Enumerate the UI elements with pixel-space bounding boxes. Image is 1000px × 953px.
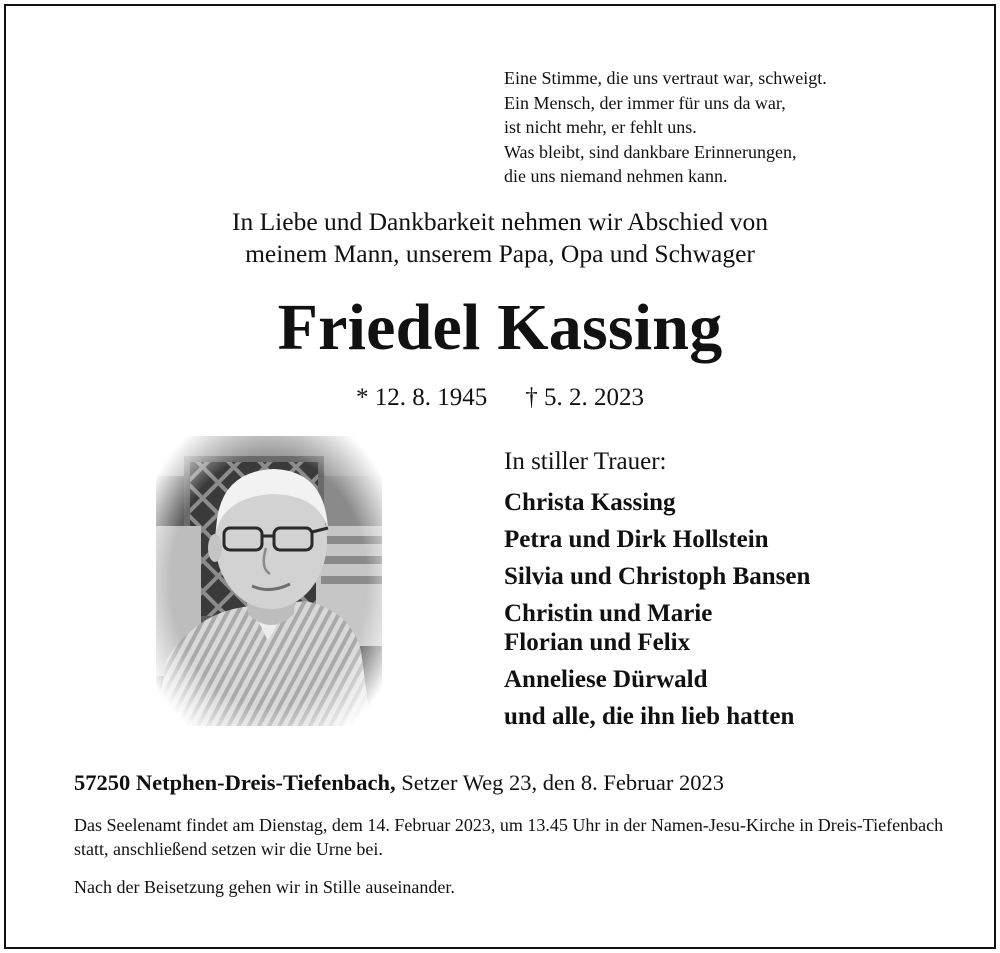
life-dates xyxy=(6,383,994,413)
address-place: 57250 Netphen-Dreis-Tiefenbach, xyxy=(74,770,396,795)
birth-date: * 12. 8. 1945 xyxy=(356,384,488,411)
intro-line: meinem Mann, unserem Papa, Opa und Schwager xyxy=(245,239,755,268)
mourner-entry xyxy=(504,599,974,657)
farewell-intro xyxy=(6,206,994,270)
service-notice: Das Seelenamt findet am Dienstag, dem 14. Februar 2023, um 13.45 Uhr in der Namen-Jesu-Kirche in Dreis-Tiefenbach statt, anschließend setzen wir die Urne bei. xyxy=(74,815,944,859)
mourner-line: Christin und Marie xyxy=(504,600,713,627)
mourner-line: Christa Kassing xyxy=(504,489,676,516)
mourners-list xyxy=(504,444,974,731)
portrait-image xyxy=(156,436,382,726)
portrait-photo xyxy=(156,436,382,726)
address-rest: Setzer Weg 23, den 8. Februar 2023 xyxy=(395,770,724,795)
burial-notice: Nach der Beisetzung gehen wir in Stille auseinander. xyxy=(74,877,455,897)
mourner-entry xyxy=(504,488,974,517)
poem-line: Eine Stimme, die uns vertraut war, schweigt. xyxy=(504,68,827,88)
memorial-poem xyxy=(504,66,964,189)
mourner-line: Anneliese Dürwald xyxy=(504,666,708,693)
poem-line: die uns niemand nehmen kann. xyxy=(504,166,728,186)
mourner-line: Silvia und Christoph Bansen xyxy=(504,563,811,590)
death-date: † 5. 2. 2023 xyxy=(525,384,644,411)
poem-line: Was bleibt, sind dankbare Erinnerungen, xyxy=(504,141,797,162)
mourner-entry xyxy=(504,525,974,554)
mourner-entry xyxy=(504,702,974,731)
obituary-notice xyxy=(4,4,996,949)
mourner-line: Florian und Felix xyxy=(504,629,691,656)
poem-line: Ein Mensch, der immer für uns da war, xyxy=(504,92,786,113)
mourner-line: und alle, die ihn lieb hatten xyxy=(504,703,795,730)
address-line xyxy=(74,769,974,797)
mourner-entry xyxy=(504,562,974,591)
funeral-information xyxy=(74,813,974,899)
deceased-name: Friedel Kassing xyxy=(277,291,723,364)
mourner-entry xyxy=(504,665,974,694)
poem-line: ist nicht mehr, er fehlt uns. xyxy=(504,117,697,137)
mourners-label: In stiller Trauer: xyxy=(504,448,667,475)
intro-line: In Liebe und Dankbarkeit nehmen wir Abschied von xyxy=(231,207,769,236)
mourner-line: Petra und Dirk Hollstein xyxy=(504,526,769,553)
